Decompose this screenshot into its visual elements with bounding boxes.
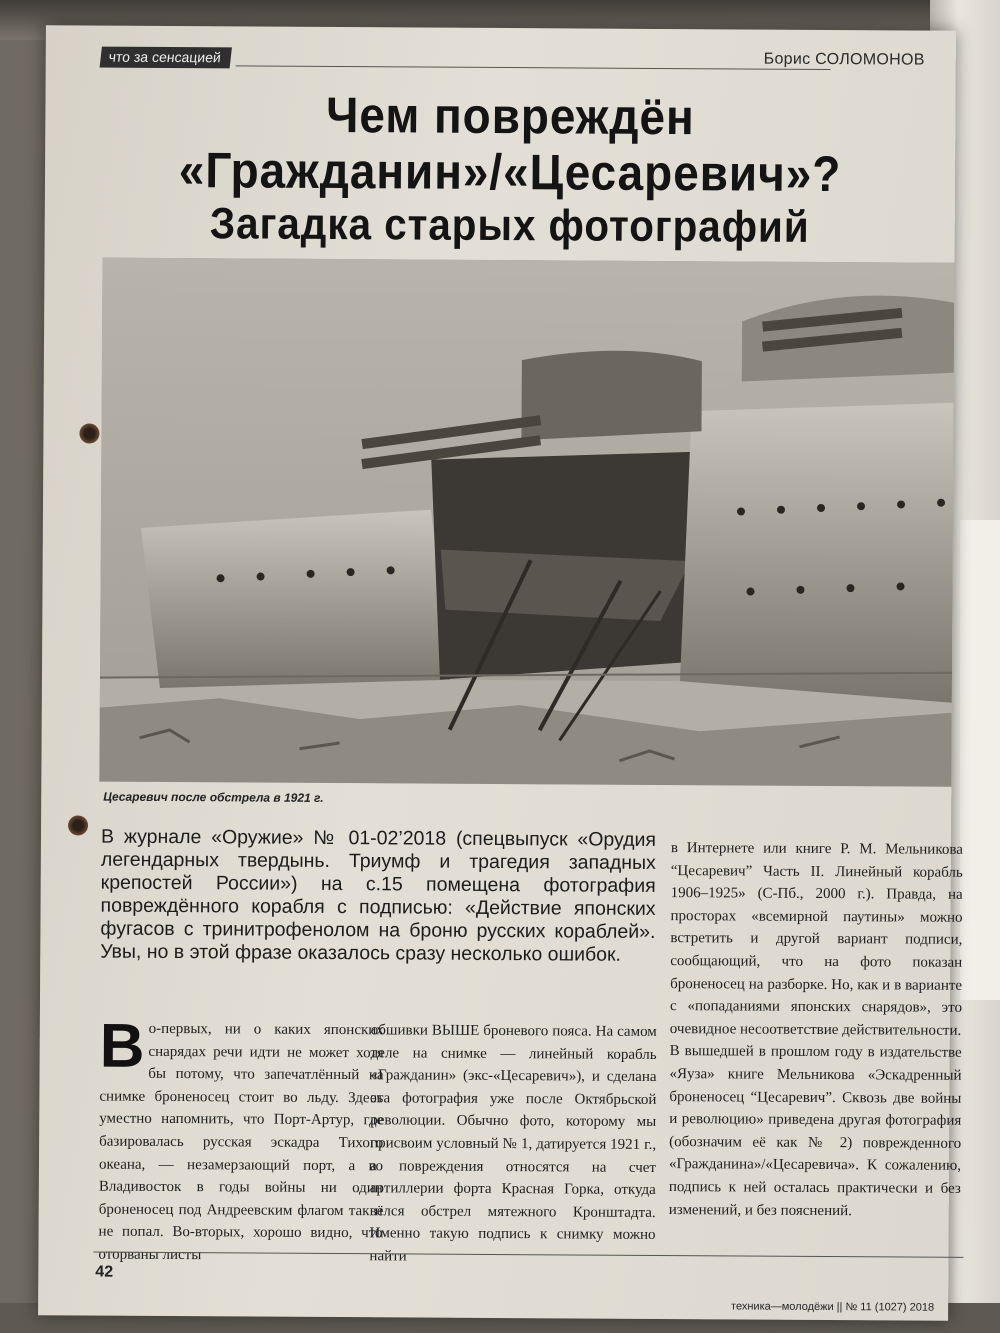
background-next-page-sheet bbox=[960, 520, 1000, 1000]
body-column-3-paragraph-2: В вышедшей в прошлом году в издательстве «Яуза» книге Мельникова «Эскадренный броненосец “Цесаревич”. Сквозь две войны и революцию» приведена другая фотография (обозначим её как № 2) поврежденного «Гражданина»/«Цесаревича». К сожалению, подпись к ней осталась практически и без изменений, и без пояснений. bbox=[668, 1043, 962, 1219]
headline-line-1: Чем повреждён bbox=[325, 86, 695, 146]
body-column-1-text: о-первых, ни о каких японских снарядах речи идти не может хотя бы потому, что запечатлённый на снимке броненосец стоит во льду. Здесь уместно напомнить, что Порт-Артур, где базировалась русская эскадра Тихого океана, — незамерзающий порт, а во Владивосток в годы войны ни один броненосец под Андреевским флагом так и не попал. Во-вторых, хорошо видно, что оторваны листы bbox=[98, 1020, 384, 1264]
ship-photo-illustration bbox=[99, 258, 954, 787]
headline-line-2: «Гражданин»/«Цесаревич»? bbox=[178, 142, 842, 203]
article-headline bbox=[137, 86, 883, 255]
photo-caption: Цесаревич после обстрела в 1921 г. bbox=[103, 789, 324, 805]
headline-line-3: Загадка старых фотографий bbox=[209, 199, 810, 252]
lead-paragraph: В журнале «Оружие» № 01-02’2018 (спецвыпуск «Орудия легендарных твердынь. Триумф и трагедия западных крепостей России») на с.15 помещена фотография повреждённого корабля с подписью: «Действие японских фугасов с тринитрофенолом на броню русских кораблей». Увы, но в этой фразе оказалось сразу несколько ошибок. bbox=[100, 825, 657, 966]
page-header bbox=[101, 41, 925, 80]
body-column-1 bbox=[98, 1011, 384, 1268]
punch-hole bbox=[79, 423, 99, 443]
section-tag: что за сенсацией bbox=[100, 47, 232, 69]
page-number: 42 bbox=[95, 1263, 114, 1281]
punch-hole bbox=[68, 815, 88, 835]
body-column-2-text: обшивки ВЫШЕ броневого пояса. На самом деле на снимке — линейный корабль «Гражданин» (экс-«Цесаревич»), и сделана эта фотография уже после Октябрьской революции. Обычно фото, которому мы присвоим условный № 1, датируется 1921 г., а повреждения относятся на счет артиллерии форта Красная Горка, откуда вёлся обстрел мятежного Кронштадта. Именно такую подпись к снимку можно найти bbox=[369, 1022, 657, 1265]
magazine-page bbox=[38, 25, 963, 1321]
body-column-2 bbox=[369, 1019, 657, 1269]
drop-cap: В bbox=[99, 1011, 145, 1081]
header-rule bbox=[236, 65, 831, 70]
author-name: Борис СОЛОМОНОВ bbox=[763, 50, 925, 69]
body-column-3 bbox=[669, 837, 963, 1223]
magazine-footer: техника—молодёжи || № 11 (1027) 2018 bbox=[731, 1300, 935, 1314]
ship-photo bbox=[99, 258, 954, 787]
body-column-3-paragraph-1: в Интернете или книге Р. М. Мельникова “Цесаревич” Часть II. Линейный корабль 1906–1925» (С-Пб., 2000 г.). Правда, на просторах «всемирной паутины» можно встретить и другой вариант подписи, сообщающий, что на фото показан броненосец на разборке. Но, как и в варианте с «попаданиями японских снарядов», это очевидное несоответствие действительности. bbox=[669, 840, 963, 1039]
